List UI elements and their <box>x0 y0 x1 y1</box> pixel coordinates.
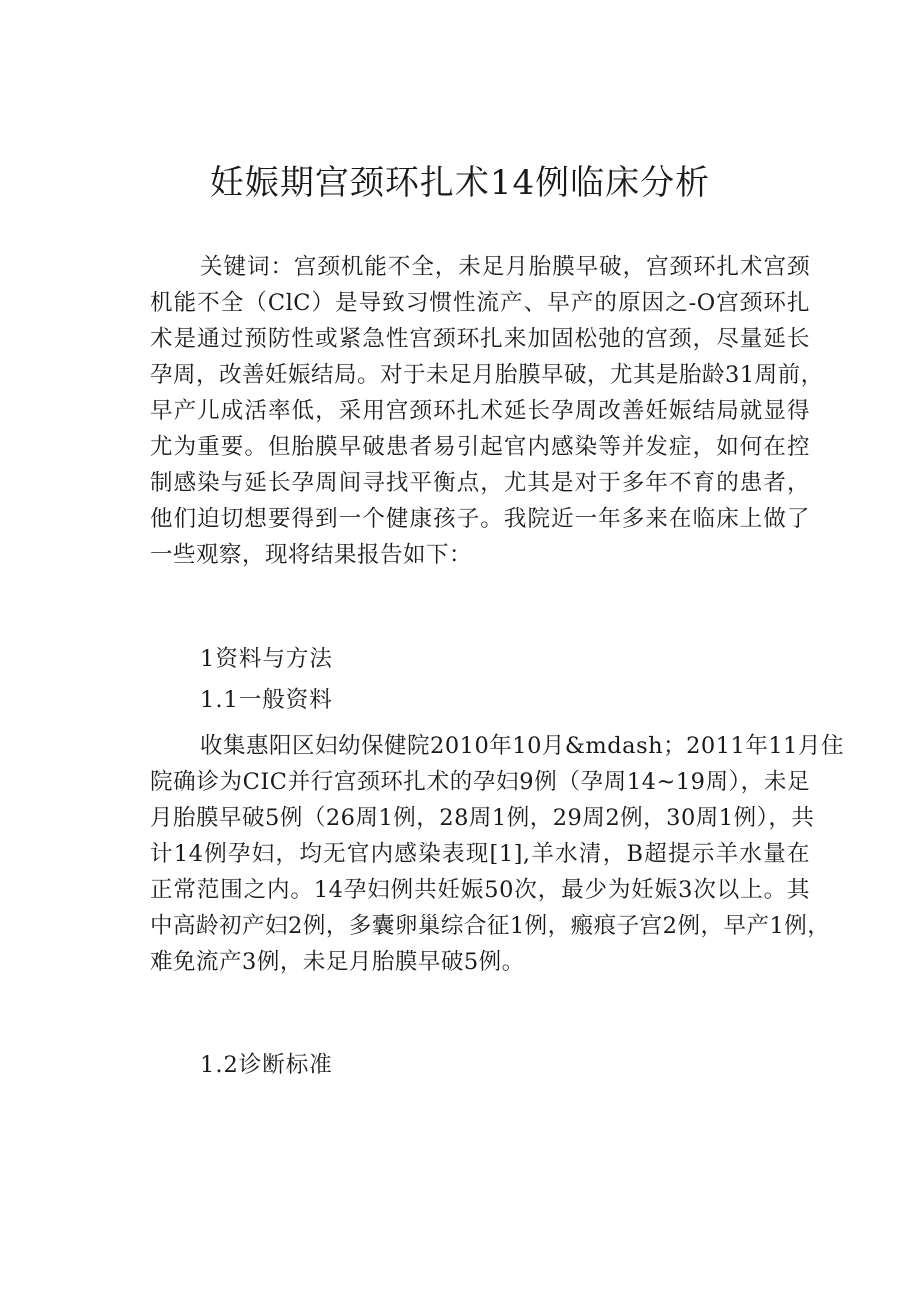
document-title: 妊娠期宫颈环扎术14例临床分析 <box>209 163 711 203</box>
section-heading-1-2: 1.2诊断标准 <box>200 1052 333 1078</box>
intro-line: 一些观察，现将结果报告如下： <box>150 542 473 568</box>
section-heading-1: 1资料与方法 <box>200 646 333 672</box>
intro-line: 关键词：宫颈机能不全，未足月胎膜早破，宫颈环扎术宫颈 <box>200 254 810 280</box>
intro-line: 他们迫切想要得到一个健康孩子。我院近一年多来在临床上做了 <box>150 506 810 532</box>
general-info-paragraph <box>150 728 845 980</box>
intro-line: 制感染与延长孕周间寻找平衡点，尤其是对于多年不育的患者， <box>150 470 810 496</box>
general-line: 中高龄初产妇2例，多囊卵巢综合征1例，瘢痕子宫2例，早产1例， <box>150 913 831 939</box>
intro-line: 术是通过预防性或紧急性宫颈环扎来加固松弛的宫颈，尽量延长 <box>150 326 810 352</box>
intro-line: 机能不全（ClC）是导致习惯性流产、早产的原因之-O宫颈环扎 <box>150 290 810 316</box>
intro-line: 尤为重要。但胎膜早破患者易引起官内感染等并发症，如何在控 <box>150 434 810 460</box>
general-line: 正常范围之内。14孕妇例共妊娠50次，最少为妊娠3次以上。其 <box>150 877 810 903</box>
intro-paragraph <box>150 249 824 573</box>
general-line: 收集惠阳区妇幼保健院2010年10月&mdash；2011年11月住 <box>200 733 845 759</box>
intro-line: 早产儿成活率低，采用宫颈环扎术延长孕周改善妊娠结局就显得 <box>150 398 810 424</box>
general-line: 计14例孕妇，均无官内感染表现[1],羊水清，B超提示羊水量在 <box>150 841 810 867</box>
general-line: 院确诊为CIC并行宫颈环扎术的孕妇9例（孕周14~19周），未足 <box>150 769 810 795</box>
intro-line: 孕周，改善妊娠结局。对于未足月胎膜早破，尤其是胎龄31周前， <box>150 362 824 388</box>
general-line: 月胎膜早破5例（26周1例，28周1例，29周2例，30周1例），共 <box>150 805 815 831</box>
general-line: 难免流产3例，未足月胎膜早破5例。 <box>150 949 525 975</box>
section-heading-1-1: 1.1一般资料 <box>200 687 333 713</box>
